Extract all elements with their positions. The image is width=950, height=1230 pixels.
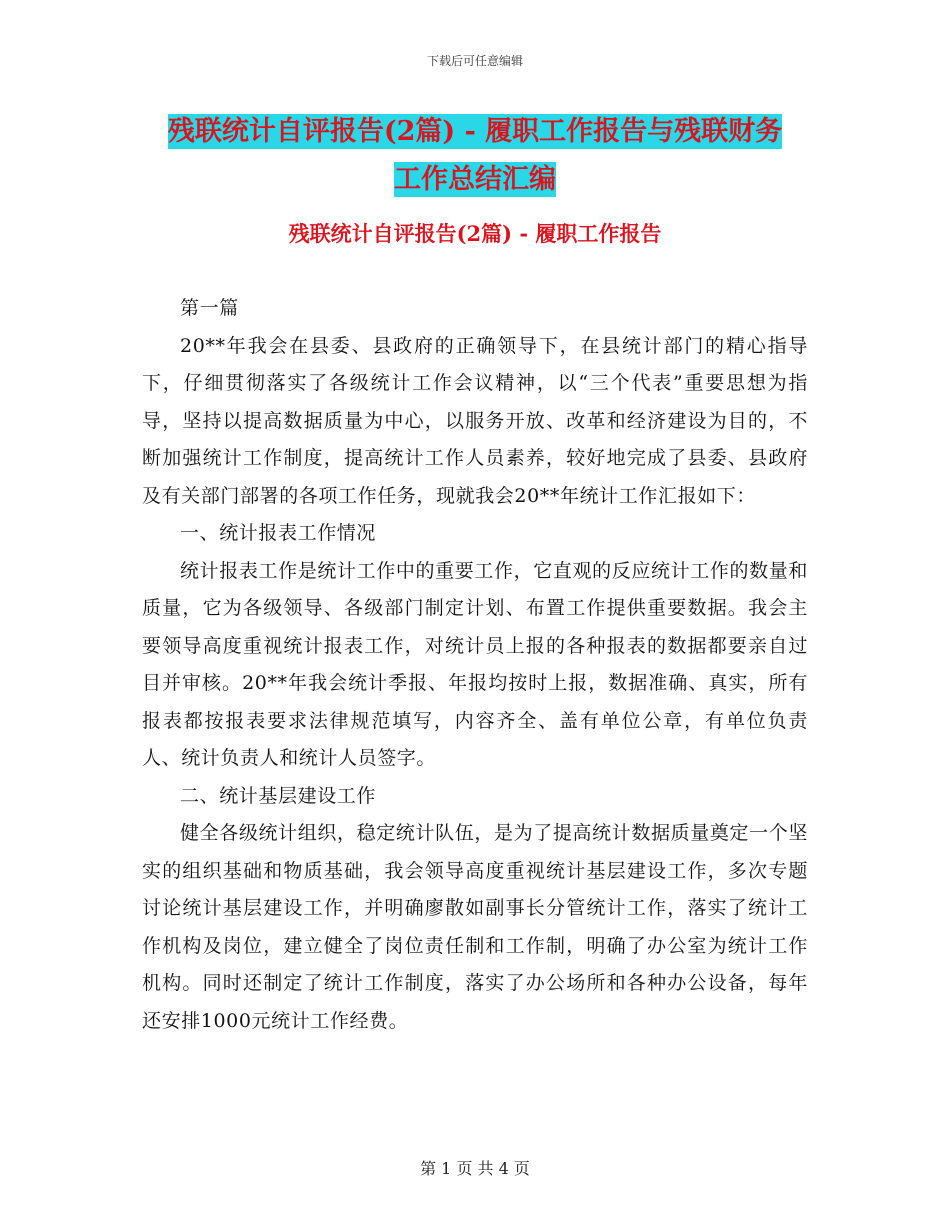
paragraph-section-2: 健全各级统计组织，稳定统计队伍，是为了提高统计数据质量奠定一个坚实的组织基础和物质基础，我会领导高度重视统计基层建设工作，多次专题讨论统计基层建设工作，并明确廖散如副事长分管统计工作，落实了统计工作机构及岗位，建立健全了岗位责任制和工作制，明确了办公室为统计工作机构。同时还制定了统计工作制度，落实了办公场所和各种办公设备，每年还安排1000元统计工作经费。 <box>142 822 808 1032</box>
paragraph-part-label: 第一篇 <box>180 297 239 319</box>
document-title-line-2: 工作总结汇编 <box>394 164 556 195</box>
document-title <box>90 108 860 204</box>
paragraph-intro: 20**年我会在县委、县政府的正确领导下，在县统计部门的精心指导下，仔细贯彻落实了各级统计工作会议精神，以“三个代表”重要思想为指导，坚持以提高数据质量为中心，以服务开放、改革和经济建设为目的，不断加强统计工作制度，提高统计工作人员素养，较好地完成了县委、县政府及有关部门部署的各项工作任务，现就我会20**年统计工作汇报如下： <box>142 334 808 507</box>
document-body <box>142 290 808 1040</box>
heading-section-2: 二、统计基层建设工作 <box>180 784 377 807</box>
heading-section-1: 一、统计报表工作情况 <box>180 522 377 544</box>
section-title: 残联统计自评报告(2篇) - 履职工作报告 <box>288 221 662 246</box>
document-title-line-1: 残联统计自评报告(2篇) - 履职工作报告与残联财务 <box>167 116 783 147</box>
paragraph-section-1: 统计报表工作是统计工作中的重要工作，它直观的反应统计工作的数量和质量，它为各级领导、各级部门制定计划、布置工作提供重要数据。我会主要领导高度重视统计报表工作，对统计员上报的各种报表的数据都要亲自过目并审核。20**年我会统计季报、年报均按时上报，数据准确、真实，所有报表都按报表要求法律规范填写，内容齐全、盖有单位公章，有单位负责人、统计负责人和统计人员签字。 <box>142 559 808 769</box>
header-note: 下载后可任意编辑 <box>426 54 523 68</box>
page-number: 第 1 页 共 4 页 <box>420 1159 530 1178</box>
